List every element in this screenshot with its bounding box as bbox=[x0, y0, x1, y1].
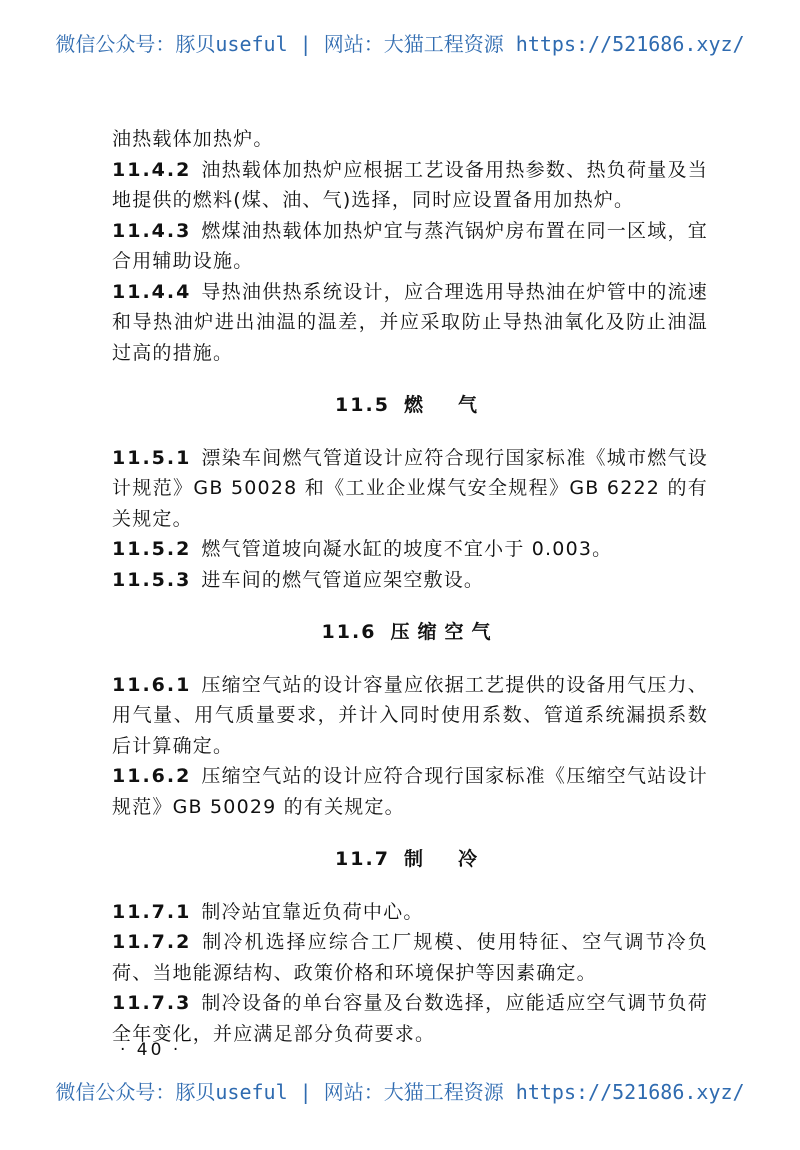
clause-text: 制冷站宜靠近负荷中心。 bbox=[201, 900, 424, 923]
section-number: 11.7 bbox=[335, 848, 390, 870]
watermark-top: 微信公众号：豚贝useful | 网站：大猫工程资源 https://521686.xyz/ bbox=[55, 32, 745, 56]
section-heading bbox=[112, 390, 708, 421]
document-body bbox=[112, 124, 708, 1049]
clause-text: 油热载体加热炉。 bbox=[112, 128, 274, 150]
clause-number: 11.6.1 bbox=[112, 673, 192, 696]
clause-paragraph bbox=[112, 927, 708, 988]
clause-paragraph bbox=[112, 761, 708, 822]
page-number: · 40 · bbox=[120, 1040, 182, 1060]
clause-text: 燃煤油热载体加热炉宜与蒸汽锅炉房布置在同一区域，宜合用辅助设施。 bbox=[112, 219, 708, 272]
section-number: 11.6 bbox=[321, 621, 377, 643]
clause-text: 导热油供热系统设计，应合理选用导热油在炉管中的流速和导热油炉进出油温的温差，并应采取防止导热油氧化及防止油温过高的措施。 bbox=[112, 280, 708, 364]
clause-text: 进车间的燃气管道应架空敷设。 bbox=[201, 568, 485, 591]
section-heading bbox=[112, 617, 708, 648]
clause-number: 11.5.1 bbox=[112, 446, 192, 469]
clause-number: 11.4.3 bbox=[112, 219, 192, 242]
clause-text: 漂染车间燃气管道设计应符合现行国家标准《城市燃气设计规范》GB 50028 和《工业企业煤气安全规程》GB 6222 的有关规定。 bbox=[112, 446, 708, 530]
section-title: 燃 气 bbox=[403, 394, 485, 416]
clause-paragraph bbox=[112, 565, 708, 596]
clause-number: 11.4.4 bbox=[112, 280, 192, 303]
clause-number: 11.7.1 bbox=[112, 900, 192, 923]
section-number: 11.5 bbox=[335, 394, 390, 416]
clause-text: 油热载体加热炉应根据工艺设备用热参数、热负荷量及当地提供的燃料(煤、油、气)选择，同时应设置备用加热炉。 bbox=[112, 158, 708, 211]
section-title: 制 冷 bbox=[403, 848, 485, 870]
section-heading bbox=[112, 844, 708, 875]
clause-paragraph bbox=[112, 216, 708, 277]
watermark-bottom: 微信公众号：豚贝useful | 网站：大猫工程资源 https://521686.xyz/ bbox=[55, 1080, 745, 1104]
clause-number: 11.5.2 bbox=[112, 538, 192, 560]
clause-number: 11.4.2 bbox=[112, 158, 192, 181]
clause-paragraph bbox=[112, 277, 708, 369]
clause-number: 11.5.3 bbox=[112, 568, 192, 591]
clause-number: 11.7.2 bbox=[112, 931, 192, 953]
clause-number: 11.6.2 bbox=[112, 765, 192, 787]
clause-text: 压缩空气站的设计应符合现行国家标准《压缩空气站设计规范》GB 50029 的有关规定。 bbox=[112, 765, 708, 818]
clause-paragraph bbox=[112, 670, 708, 762]
clause-paragraph bbox=[112, 124, 708, 155]
clause-text: 压缩空气站的设计容量应依据工艺提供的设备用气压力、用气量、用气质量要求，并计入同时使用系数、管道系统漏损系数后计算确定。 bbox=[112, 673, 708, 757]
clause-paragraph bbox=[112, 988, 708, 1049]
clause-paragraph bbox=[112, 155, 708, 216]
clause-paragraph bbox=[112, 534, 708, 565]
clause-number: 11.7.3 bbox=[112, 992, 192, 1014]
clause-paragraph bbox=[112, 443, 708, 535]
clause-text: 燃气管道坡向凝水缸的坡度不宜小于 0.003。 bbox=[201, 538, 613, 560]
clause-text: 制冷机选择应综合工厂规模、使用特征、空气调节冷负荷、当地能源结构、政策价格和环境保护等因素确定。 bbox=[112, 931, 708, 984]
clause-text: 制冷设备的单台容量及台数选择，应能适应空气调节负荷全年变化，并应满足部分负荷要求。 bbox=[112, 992, 708, 1045]
clause-paragraph bbox=[112, 897, 708, 928]
section-title: 压缩空气 bbox=[390, 621, 499, 643]
